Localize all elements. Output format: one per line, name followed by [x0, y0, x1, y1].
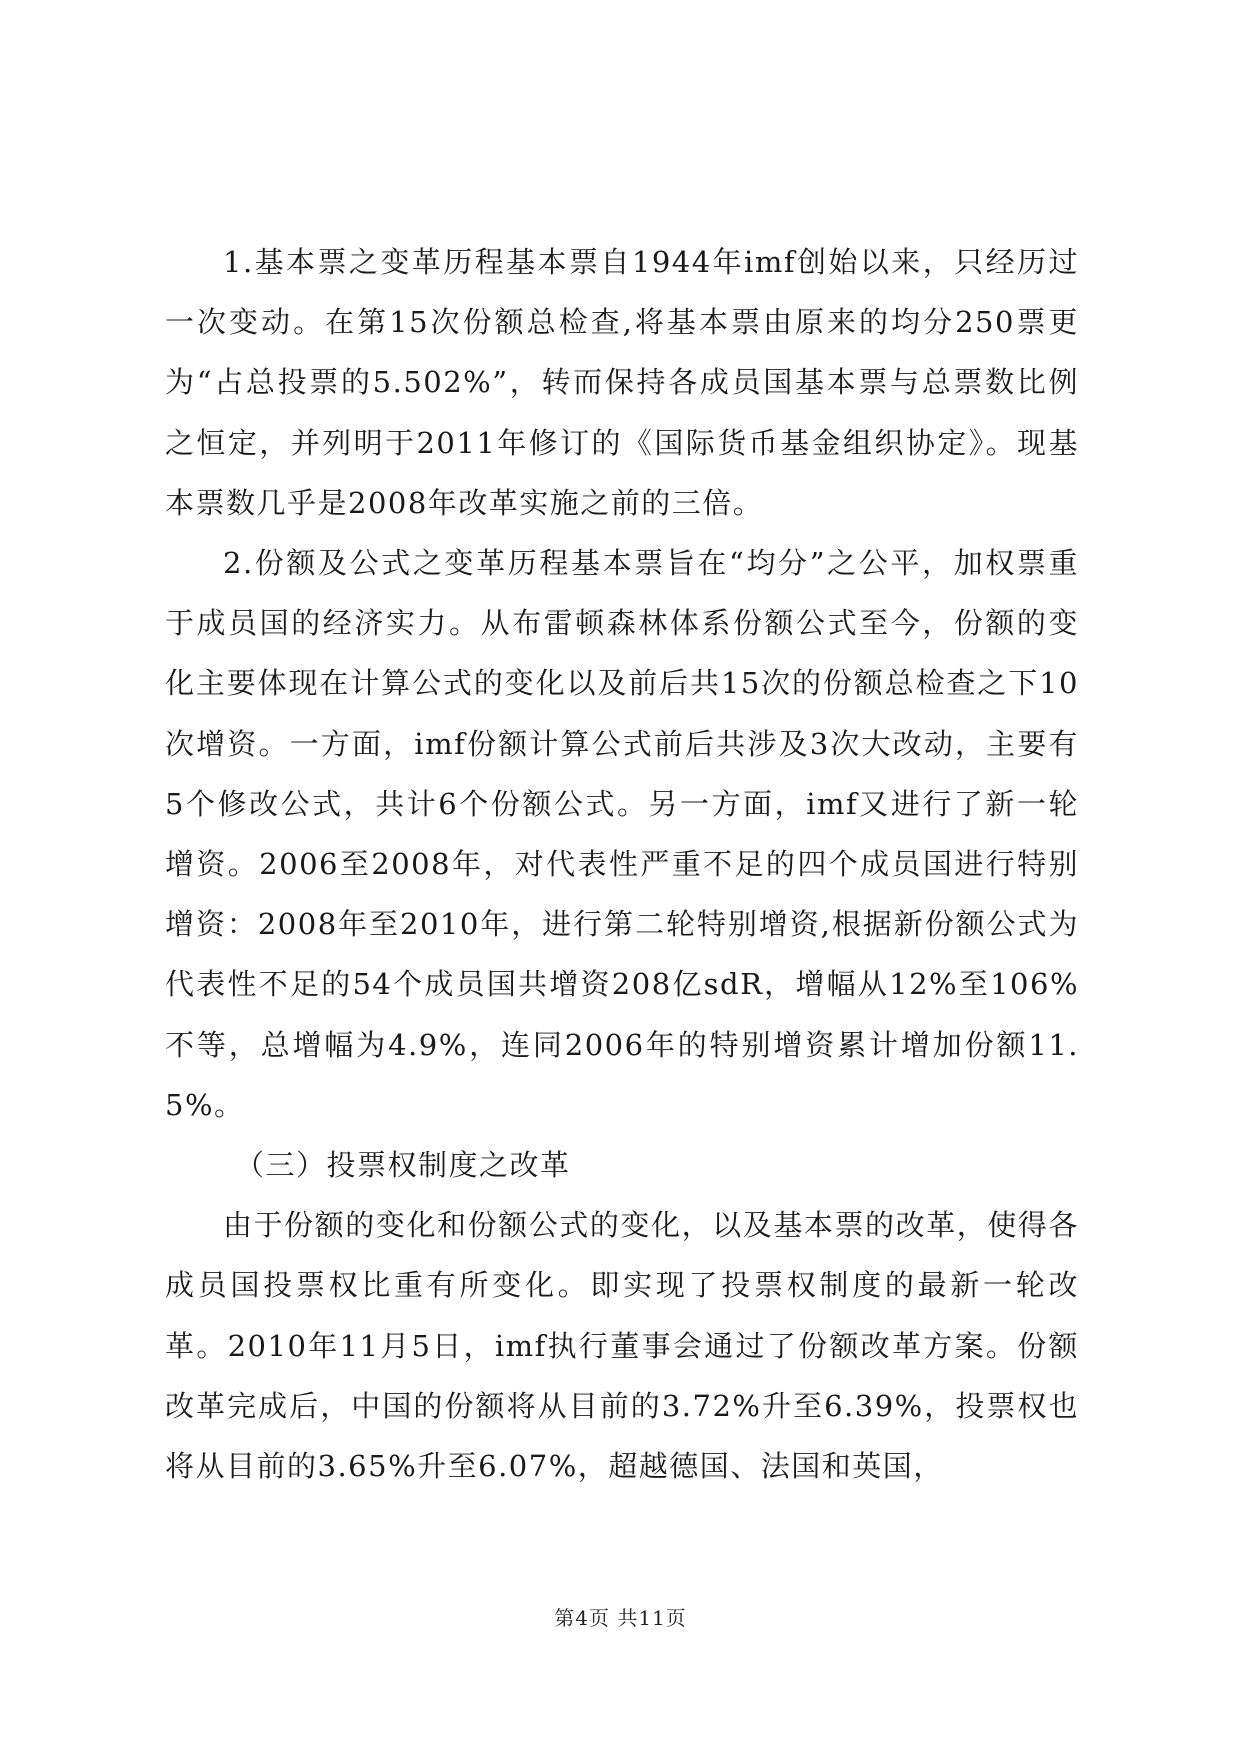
- document-body: [165, 232, 1079, 1496]
- paragraph-quota-formula: 2.份额及公式之变革历程基本票旨在“均分”之公平，加权票重于成员国的经济实力。从布雷顿森林体系份额公式至今，份额的变化主要体现在计算公式的变化以及前后共15次的份额总检查之下10次增资。一方面，imf份额计算公式前后共涉及3次大改动，主要有5个修改公式，共计6个份额公式。另一方面，imf又进行了新一轮增资。2006至2008年，对代表性严重不足的四个成员国进行特别增资：2008年至2010年，进行第二轮特别增资,根据新份额公式为代表性不足的54个成员国共增资208亿sdR，增幅从12%至106%不等，总增幅为4.9%，连同2006年的特别增资累计增加份额11.5%。: [165, 546, 1079, 1122]
- section-heading: （三）投票权制度之改革: [235, 1148, 571, 1183]
- paragraph-basic-votes: 1.基本票之变革历程基本票自1944年imf创始以来，只经历过一次变动。在第15次份额总检查,将基本票由原来的均分250票更为“占总投票的5.502%”，转而保持各成员国基本票与总票数比例之恒定，并列明于2011年修订的《国际货币基金组织协定》。现基本票数几乎是2008年改革实施之前的三倍。: [165, 245, 1079, 520]
- page-footer: 第4页 共11页: [554, 1606, 687, 1630]
- paragraph-voting-reform: 由于份额的变化和份额公式的变化，以及基本票的改革，使得各成员国投票权比重有所变化。即实现了投票权制度的最新一轮改革。2010年11月5日，imf执行董事会通过了份额改革方案。份额改革完成后，中国的份额将从目前的3.72%升至6.39%，投票权也将从目前的3.65%升至6.07%，超越德国、法国和英国，: [165, 1208, 1079, 1484]
